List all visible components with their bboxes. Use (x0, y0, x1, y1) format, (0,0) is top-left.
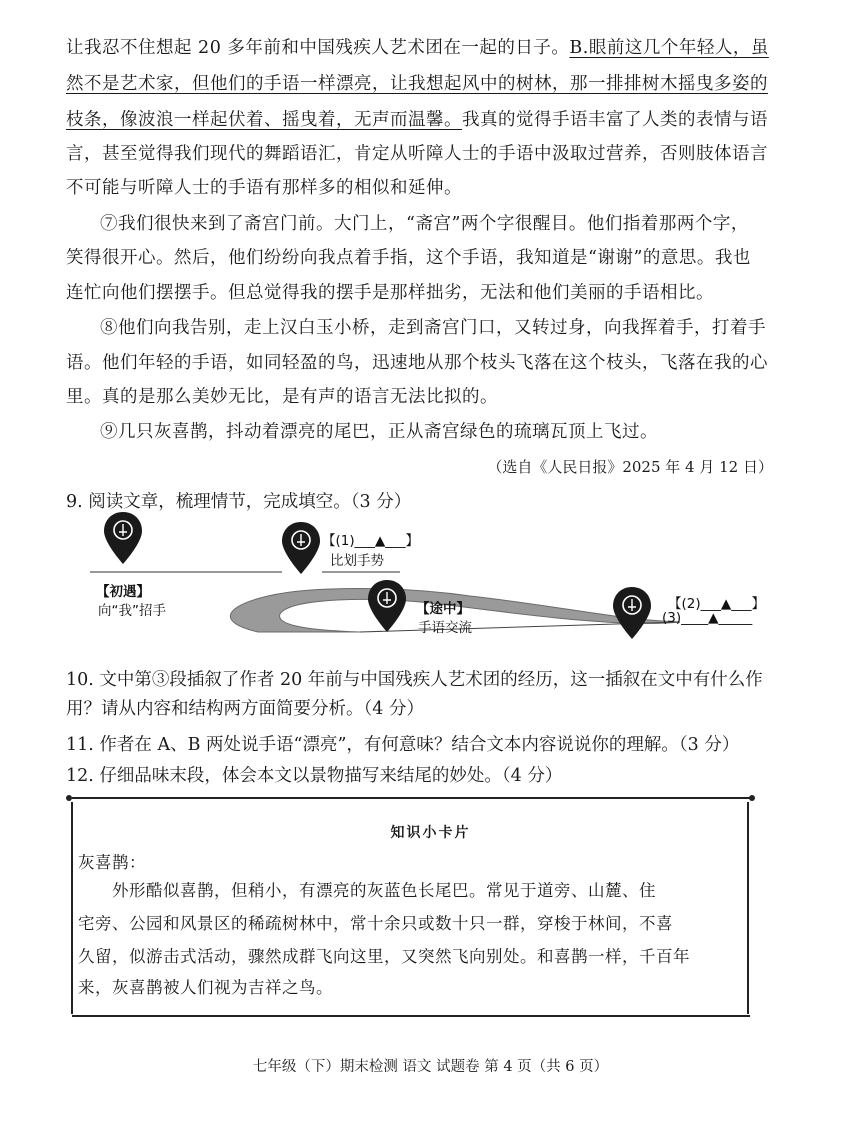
map-pin-icon (611, 585, 653, 641)
card-term: 灰喜鹊： (78, 853, 146, 872)
map-pin-icon (280, 520, 322, 576)
question-12: 12. 仔细品味末段，体会本文以景物描写来结尾的妙处。（4 分） (66, 766, 563, 786)
passage-para-7-line-3: 连忙向他们摆摆手。但总觉得我的摆手是那样拙劣，无法和他们美丽的手语相比。 (66, 283, 714, 303)
question-11: 11. 作者在 A、B 两处说手语“漂亮”，有何意味？结合文本内容说说你的理解。（3 分） (66, 735, 740, 755)
underlined-b: B.眼前这几个年轻人，虽 (569, 38, 769, 58)
question-10-line-2: 用？请从内容和结构两方面简要分析。（4 分） (66, 699, 424, 719)
timeline-label-3: 【途中】 (416, 601, 470, 617)
passage-para-7-line-2: 笑得很开心。然后，他们纷纷向我点着手指，这个手语，我知道是“谢谢”的意思。我也 (66, 248, 751, 268)
passage-line-2: 然不是艺术家，但他们的手语一样漂亮，让我想起风中的树林，那一排排树木摇曳多姿的 (66, 74, 768, 94)
timeline-text-1: 向“我”招手 (98, 603, 166, 619)
card-line-2: 宅旁、公园和风景区的稀疏树林中，常十余只或数十只一群，穿梭于林间，不喜 (78, 914, 673, 933)
card-line-3: 久留，似游击式活动，骤然成群飞向这里，又突然飞向别处。和喜鹊一样，千百年 (78, 947, 690, 966)
passage-para-8-line-3: 里。真的是那么美妙无比，是有声的语言无法比拟的。 (66, 387, 498, 407)
timeline-blank-3: (3)____▲_____ (662, 610, 753, 626)
card-line-4: 来，灰喜鹊被人们视为吉祥之鸟。 (78, 978, 333, 997)
question-10-line-1: 10. 文中第③段插叙了作者 20 年前与中国残疾人艺术团的经历，这一插叙在文中有什么作 (66, 670, 763, 690)
passage-line-4: 言，甚至觉得我们现代的舞蹈语汇，肯定从听障人士的手语中汲取过营养，否则肢体语言 (66, 144, 768, 164)
map-pin-icon (366, 578, 408, 634)
page-footer: 七年级（下）期末检测 语文 试题卷 第 4 页（共 6 页） (252, 1059, 609, 1075)
passage-para-8-line-1: ⑧他们向我告别，走上汉白玉小桥，走到斋宫门口，又转过身，向我挥着手，打着手 (100, 318, 766, 338)
passage-line-1: 让我忍不住想起 20 多年前和中国残疾人艺术团在一起的日子。B.眼前这几个年轻人，虽 (66, 38, 769, 58)
source-citation: （选自《人民日报》2025 年 4 月 12 日） (487, 458, 773, 476)
timeline-blank-2: 【(2)___▲___】 (668, 596, 766, 612)
passage-para-7-line-1: ⑦我们很快来到了斋宫门前。大门上，“斋宫”两个字很醒目。他们指着那两个字， (100, 214, 749, 234)
question-9: 9. 阅读文章，梳理情节，完成填空。（3 分） (66, 492, 412, 512)
map-pin-icon (102, 510, 144, 566)
passage-line-3: 枝条，像波浪一样起伏着、摇曳着，无声而温馨。我真的觉得手语丰富了人类的表情与语 (66, 110, 768, 130)
timeline-text-3: 手语交流 (418, 620, 472, 636)
passage-line-5: 不可能与听障人士的手语有那样多的相似和延伸。 (66, 178, 462, 198)
card-title: 知识小卡片 (390, 825, 471, 841)
card-line-1: 外形酷似喜鹊，但稍小，有漂亮的灰蓝色长尾巴。常见于道旁、山麓、住 (112, 881, 656, 900)
timeline-text-2: 比划手势 (330, 553, 384, 569)
timeline-label-1: 【初遇】 (96, 584, 150, 600)
timeline-blank-1: 【(1)___▲___】 (322, 533, 420, 549)
passage-para-8-line-2: 语。他们年轻的手语，如同轻盈的鸟，迅速地从那个枝头飞落在这个枝头，飞落在我的心 (66, 353, 768, 373)
passage-para-9: ⑨几只灰喜鹊，抖动着漂亮的尾巴，正从斋宫绿色的琉璃瓦顶上飞过。 (100, 422, 658, 442)
